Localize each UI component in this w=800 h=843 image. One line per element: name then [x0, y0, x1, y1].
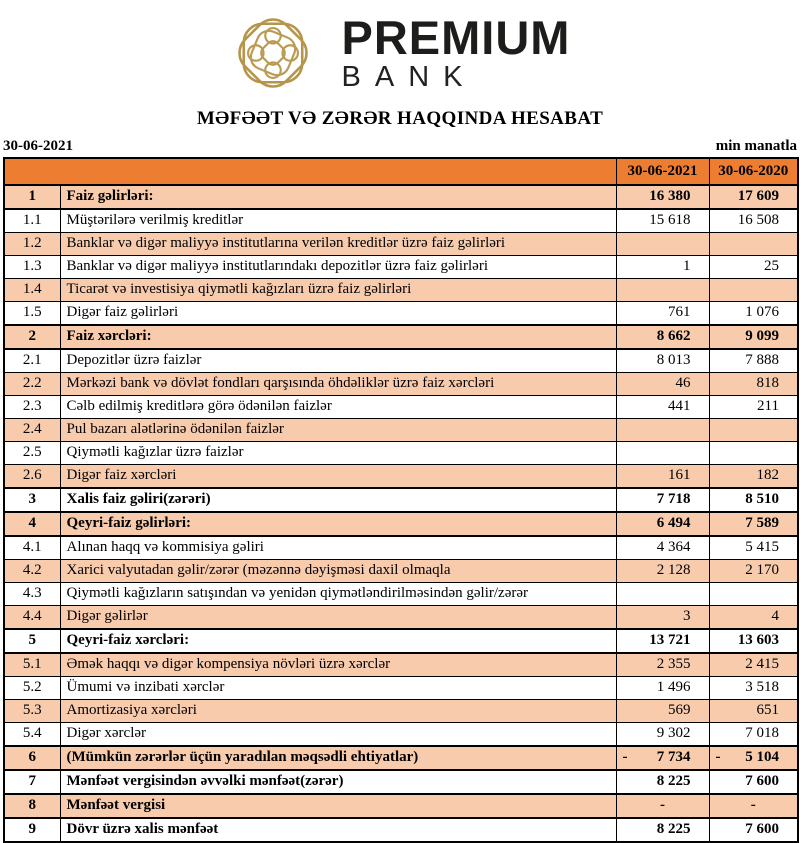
- row-label: Banklar və digər maliyyə institutlarındakı depozitlər üzrə faiz gəlirləri: [60, 256, 616, 279]
- value-2020: 17 609: [709, 185, 798, 209]
- row-number: 2.6: [4, 465, 60, 489]
- row-number: 1.2: [4, 233, 60, 256]
- row-label: Alınan haqq və kommisiya gəliri: [60, 536, 616, 560]
- value-2020: [709, 233, 798, 256]
- header-col-2020: 30-06-2020: [709, 158, 798, 185]
- value-2020: 7 018: [709, 723, 798, 747]
- value-2021: 1: [616, 256, 709, 279]
- value-2020: 7 888: [709, 349, 798, 373]
- value-2020: 182: [709, 465, 798, 489]
- row-label: Ticarət və investisiya qiymətli kağızları üzrə faiz gəlirləri: [60, 279, 616, 302]
- row-label: Faiz xərcləri:: [60, 325, 616, 349]
- table-header-row: [4, 158, 798, 185]
- premium-bank-emblem-icon: [230, 10, 316, 96]
- value-2020: [709, 419, 798, 442]
- report-meta: [3, 138, 797, 155]
- row-label: Depozitlər üzrə faizlər: [60, 349, 616, 373]
- row-label: Qeyri-faiz xərcləri:: [60, 629, 616, 653]
- row-label: Əmək haqqı və digər kompensiya növləri üzrə xərclər: [60, 653, 616, 677]
- table-row: [4, 488, 798, 512]
- row-number: 4.2: [4, 560, 60, 583]
- table-row: [4, 629, 798, 653]
- table-row: [4, 233, 798, 256]
- value-2021: 3: [616, 606, 709, 630]
- row-label: Pul bazarı alətlərinə ödənilən faizlər: [60, 419, 616, 442]
- table-row: [4, 419, 798, 442]
- value-2020: 818: [709, 373, 798, 396]
- table-row: [4, 606, 798, 630]
- table-row: [4, 794, 798, 818]
- row-label: Müştərilərə verilmiş kreditlər: [60, 209, 616, 233]
- value-2020: 9 099: [709, 325, 798, 349]
- brand-subname: BANK: [341, 61, 477, 93]
- row-number: 4.3: [4, 583, 60, 606]
- table-row: [4, 302, 798, 326]
- value-2021: 2 128: [616, 560, 709, 583]
- minus-sign: -: [715, 749, 721, 766]
- value-2021: [616, 233, 709, 256]
- value-2021: 6 494: [616, 512, 709, 536]
- table-row: [4, 185, 798, 209]
- table-row: [4, 373, 798, 396]
- row-label: Qeyri-faiz gəlirləri:: [60, 512, 616, 536]
- row-number: 1.1: [4, 209, 60, 233]
- table-row: [4, 325, 798, 349]
- table-row: [4, 442, 798, 465]
- value-2021: [616, 746, 709, 770]
- value-2020: [709, 746, 798, 770]
- bank-logo: [0, 0, 800, 100]
- table-row: [4, 536, 798, 560]
- value-2020: 8 510: [709, 488, 798, 512]
- row-number: 2.2: [4, 373, 60, 396]
- row-number: 1.5: [4, 302, 60, 326]
- row-label: Ümumi və inzibati xərclər: [60, 677, 616, 700]
- value-2021: 2 355: [616, 653, 709, 677]
- table-row: [4, 746, 798, 770]
- value-2020: 5 415: [709, 536, 798, 560]
- row-label: Digər faiz xərcləri: [60, 465, 616, 489]
- row-number: 5.4: [4, 723, 60, 747]
- table-row: [4, 256, 798, 279]
- row-label: Xalis faiz gəliri(zərəri): [60, 488, 616, 512]
- value-2021: 16 380: [616, 185, 709, 209]
- value-2020: 7 600: [709, 818, 798, 842]
- table-row: [4, 349, 798, 373]
- value-2021: 8 225: [616, 770, 709, 794]
- value-2021: -: [616, 794, 709, 818]
- value-2020: [709, 442, 798, 465]
- value-2021: [616, 442, 709, 465]
- row-label: Digər xərclər: [60, 723, 616, 747]
- header-empty-cell: [4, 158, 616, 185]
- row-label: Digər gəlirlər: [60, 606, 616, 630]
- report-unit: min manatla: [715, 138, 797, 154]
- row-number: 1.4: [4, 279, 60, 302]
- header-col-2021: 30-06-2021: [616, 158, 709, 185]
- minus-sign: -: [622, 749, 628, 766]
- value-2020: 651: [709, 700, 798, 723]
- value-2020: 211: [709, 396, 798, 419]
- value-2020: 16 508: [709, 209, 798, 233]
- row-number: 5.3: [4, 700, 60, 723]
- table-row: [4, 700, 798, 723]
- value-2021: [616, 583, 709, 606]
- table-row: [4, 279, 798, 302]
- value-2020: 2 415: [709, 653, 798, 677]
- report-table-body: [4, 185, 798, 842]
- row-number: 9: [4, 818, 60, 842]
- value-2020: 2 170: [709, 560, 798, 583]
- row-label: Cəlb edilmiş kreditlərə görə ödənilən faizlər: [60, 396, 616, 419]
- report-title: MƏFƏƏT VƏ ZƏRƏR HAQQINDA HESABAT: [196, 108, 604, 129]
- negative-value: 7 734: [656, 749, 691, 766]
- value-2021: 441: [616, 396, 709, 419]
- value-2021: 46: [616, 373, 709, 396]
- value-2021: [616, 279, 709, 302]
- value-2021: 13 721: [616, 629, 709, 653]
- row-number: 3: [4, 488, 60, 512]
- row-number: 4.1: [4, 536, 60, 560]
- table-row: [4, 465, 798, 489]
- table-row: [4, 818, 798, 842]
- table-row: [4, 512, 798, 536]
- value-2021: 15 618: [616, 209, 709, 233]
- table-row: [4, 583, 798, 606]
- value-2021: 161: [616, 465, 709, 489]
- row-label: Mənfəət vergisindən əvvəlki mənfəət(zərər): [60, 770, 616, 794]
- row-label: Amortizasiya xərcləri: [60, 700, 616, 723]
- row-number: 2.3: [4, 396, 60, 419]
- value-2020: 13 603: [709, 629, 798, 653]
- value-2021: [616, 419, 709, 442]
- value-2020: [709, 279, 798, 302]
- row-label: Banklar və digər maliyyə institutlarına verilən kreditlər üzrə faiz gəlirləri: [60, 233, 616, 256]
- row-label: (Mümkün zərərlər üçün yaradılan məqsədli ehtiyatlar): [60, 746, 616, 770]
- row-number: 6: [4, 746, 60, 770]
- row-number: 1: [4, 185, 60, 209]
- table-row: [4, 723, 798, 747]
- value-2020: 7 589: [709, 512, 798, 536]
- row-label: Mənfəət vergisi: [60, 794, 616, 818]
- bank-wordmark: [341, 11, 571, 93]
- row-number: 2.5: [4, 442, 60, 465]
- row-number: 4: [4, 512, 60, 536]
- row-number: 2.1: [4, 349, 60, 373]
- row-label: Mərkəzi bank və dövlət fondları qarşısında öhdəliklər üzrə faiz xərcləri: [60, 373, 616, 396]
- row-label: Digər faiz gəlirləri: [60, 302, 616, 326]
- row-number: 5.2: [4, 677, 60, 700]
- row-number: 4.4: [4, 606, 60, 630]
- profit-loss-table: [3, 157, 799, 843]
- value-2020: 25: [709, 256, 798, 279]
- table-row: [4, 396, 798, 419]
- value-2020: [709, 583, 798, 606]
- value-2021: 4 364: [616, 536, 709, 560]
- value-2020: -: [709, 794, 798, 818]
- report-date: 30-06-2021: [3, 138, 73, 154]
- row-number: 8: [4, 794, 60, 818]
- table-row: [4, 770, 798, 794]
- row-number: 5: [4, 629, 60, 653]
- table-row: [4, 560, 798, 583]
- value-2021: 569: [616, 700, 709, 723]
- row-label: Dövr üzrə xalis mənfəət: [60, 818, 616, 842]
- value-2021: 1 496: [616, 677, 709, 700]
- negative-value: 5 104: [745, 749, 779, 766]
- table-row: [4, 653, 798, 677]
- row-number: 5.1: [4, 653, 60, 677]
- value-2021: 8 013: [616, 349, 709, 373]
- row-number: 2.4: [4, 419, 60, 442]
- value-2020: 3 518: [709, 677, 798, 700]
- value-2020: 7 600: [709, 770, 798, 794]
- value-2021: 8 662: [616, 325, 709, 349]
- value-2021: 8 225: [616, 818, 709, 842]
- value-2020: 1 076: [709, 302, 798, 326]
- row-label: Faiz gəlirləri:: [60, 185, 616, 209]
- brand-name: PREMIUM: [341, 11, 571, 64]
- value-2021: 9 302: [616, 723, 709, 747]
- value-2021: 761: [616, 302, 709, 326]
- row-number: 1.3: [4, 256, 60, 279]
- value-2021: 7 718: [616, 488, 709, 512]
- row-label: Qiymətli kağızların satışından və yenidən qiymətləndirilməsindən gəlir/zərər: [60, 583, 616, 606]
- value-2020: 4: [709, 606, 798, 630]
- row-number: 2: [4, 325, 60, 349]
- table-row: [4, 209, 798, 233]
- row-label: Qiymətli kağızlar üzrə faizlər: [60, 442, 616, 465]
- row-number: 7: [4, 770, 60, 794]
- row-label: Xarici valyutadan gəlir/zərər (məzənnə dəyişməsi daxil olmaqla: [60, 560, 616, 583]
- table-row: [4, 677, 798, 700]
